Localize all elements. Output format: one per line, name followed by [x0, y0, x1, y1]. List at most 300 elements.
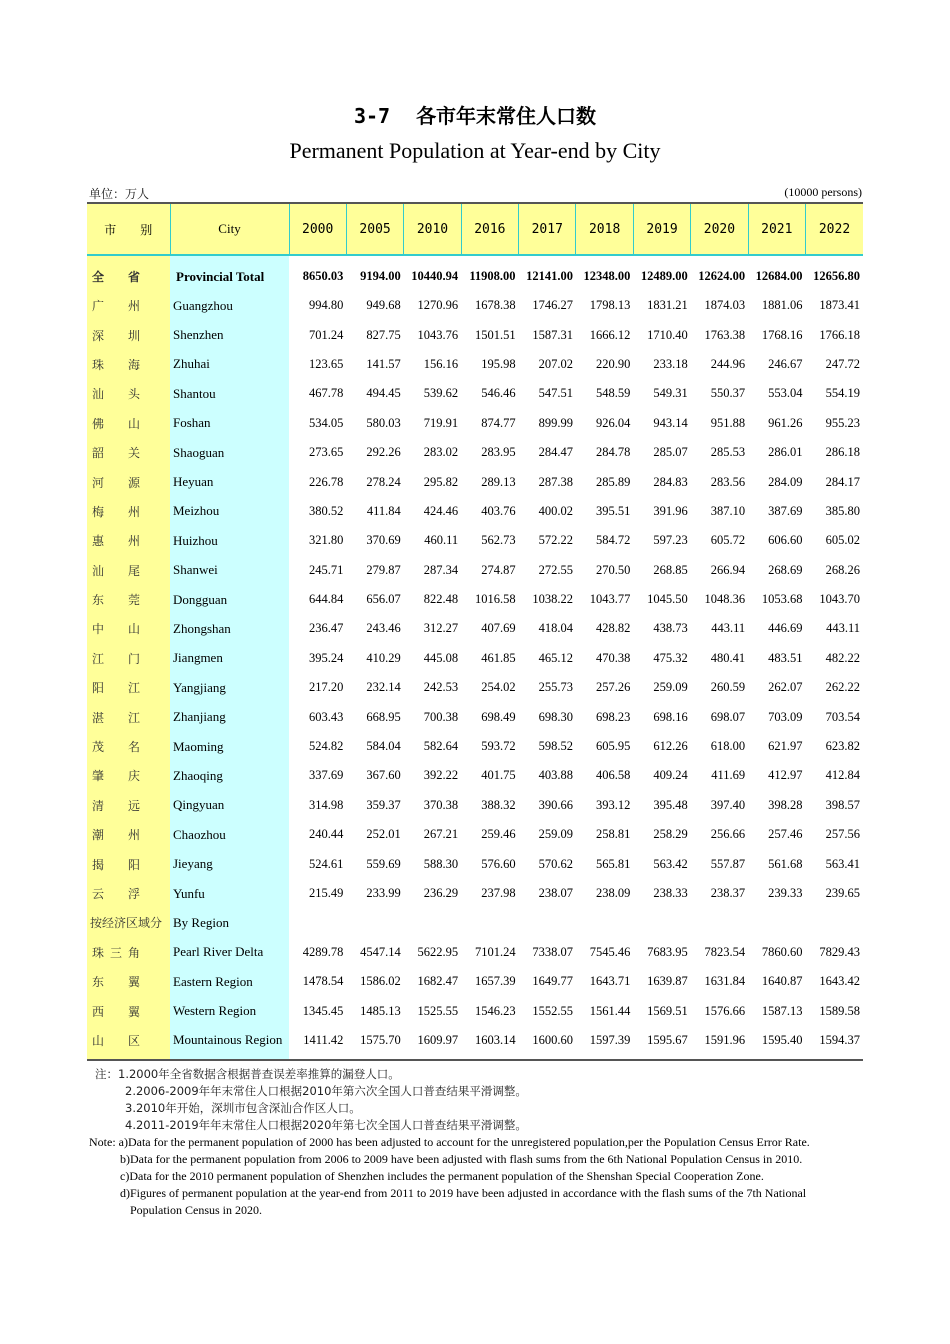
value-cell: 955.23: [825, 415, 860, 430]
row-label-zh: [87, 350, 170, 379]
value-cell: 554.19: [825, 386, 860, 401]
row-label-zh: [87, 673, 170, 702]
value-cell: 412.84: [825, 768, 860, 783]
row-label-city: Huizhou: [170, 526, 289, 555]
value-cell: 392.22: [423, 768, 459, 783]
value-cell: 943.14: [653, 415, 688, 430]
header-year: 2016: [461, 203, 518, 255]
table-row: [87, 791, 863, 820]
table-row: [87, 291, 863, 320]
value-cell: 698.07: [710, 709, 746, 724]
table-row: [87, 556, 863, 585]
row-label-zh-text: [90, 620, 140, 637]
value-cell: 245.71: [309, 562, 344, 577]
value-cell: 284.09: [768, 474, 803, 489]
value-cell: 412.97: [768, 768, 803, 783]
table-row: [87, 438, 863, 467]
value-cell: 445.08: [423, 650, 459, 665]
row-label-zh: [87, 644, 170, 673]
table-row: [87, 644, 863, 673]
value-cell: 240.44: [309, 827, 344, 842]
row-label-zh-char: 清: [92, 798, 105, 813]
value-cell: 5622.95: [417, 944, 459, 959]
unit-en: (10000 persons): [784, 185, 862, 199]
table-row: [87, 820, 863, 849]
value-cell: 949.68: [366, 298, 401, 313]
note-zh-2: 2.2006-2009年年末常住人口根据2010年第六次全国人口普查结果平滑调整。: [125, 1084, 527, 1098]
value-cell: 12656.80: [813, 269, 860, 283]
row-label-zh-char: 州: [127, 299, 140, 314]
row-label-zh-char: 三: [109, 945, 122, 960]
row-label-zh-char: 阳: [127, 857, 140, 872]
value-cell: 285.89: [595, 474, 631, 489]
value-cell: 644.84: [309, 592, 344, 607]
value-cell: 287.34: [423, 562, 459, 577]
value-cell: 283.95: [481, 445, 516, 460]
value-cell: 1589.58: [819, 1003, 860, 1018]
header-year: 2005: [346, 203, 403, 255]
row-label-zh-char: 梅: [92, 504, 105, 519]
note-zh-4: 4.2011-2019年年末常住人口根据2020年第七次全国人口普查结果平滑调整。: [125, 1118, 527, 1132]
value-cell: 239.65: [825, 886, 860, 900]
value-cell: 233.18: [653, 356, 688, 371]
value-cell: 701.24: [309, 327, 344, 342]
row-label-zh-char: 莞: [127, 593, 140, 608]
row-label-zh-text: [90, 650, 140, 667]
value-cell: 9194.00: [360, 269, 401, 283]
value-cell: 255.73: [538, 680, 573, 695]
value-cell: 4289.78: [302, 944, 344, 959]
row-label-city: Shaoguan: [170, 438, 289, 467]
row-label-city: Zhanjiang: [170, 702, 289, 731]
row-label-zh-text: [90, 709, 140, 726]
value-cell: 465.12: [538, 650, 573, 665]
value-cell: 387.69: [768, 503, 803, 518]
header-zh: 市 别: [87, 203, 170, 255]
value-cell: [461, 908, 518, 937]
value-cell: 4547.14: [360, 944, 401, 959]
value-cell: 572.22: [538, 533, 573, 548]
value-cell: 605.72: [710, 533, 746, 548]
header-year: 2021: [748, 203, 805, 255]
value-cell: 1595.67: [633, 1026, 690, 1060]
note-zh-3: 3.2010年开始，深圳市包含深汕合作区人口。: [125, 1101, 361, 1115]
value-cell: 1016.58: [474, 592, 516, 607]
row-label-zh-char: 翼: [127, 975, 140, 990]
value-cell: 1874.03: [704, 298, 746, 313]
value-cell: [576, 908, 633, 937]
row-label-zh: [87, 791, 170, 820]
value-cell: 292.26: [366, 445, 401, 460]
value-cell: 257.26: [595, 680, 631, 695]
value-cell: 1873.41: [819, 298, 860, 313]
value-cell: 285.07: [653, 445, 688, 460]
value-cell: 524.61: [309, 856, 344, 871]
value-cell: 390.66: [538, 797, 573, 812]
value-cell: 388.32: [481, 797, 516, 812]
note-en-b: b)Data for the permanent population from 2006 to 2009 have been adjusted with flash sums from the 6th National Population Census in 2010.: [120, 1152, 803, 1166]
value-cell: 534.05: [309, 415, 344, 430]
value-cell: 994.80: [309, 298, 344, 313]
value-cell: 443.11: [711, 621, 746, 636]
value-cell: 580.03: [366, 415, 401, 430]
value-cell: 1609.97: [404, 1026, 461, 1060]
row-label-zh-char: 浮: [127, 887, 140, 901]
row-label-zh-text: [90, 1003, 140, 1020]
title-zh: 各市年末常住人口数: [416, 104, 597, 128]
value-cell: 562.73: [481, 533, 516, 548]
value-cell: [404, 908, 461, 937]
value-cell: 370.38: [423, 797, 459, 812]
value-cell: 242.53: [423, 680, 459, 695]
value-cell: 612.26: [653, 739, 688, 754]
row-label-zh-text: [90, 385, 140, 402]
row-label-zh-text: [90, 679, 140, 696]
table-row: [87, 938, 863, 967]
row-label-zh-char: 肇: [92, 769, 105, 784]
row-label-zh-char: 茂: [92, 740, 105, 755]
row-label-zh-char: 州: [127, 504, 140, 519]
value-cell: 401.75: [481, 768, 516, 783]
value-cell: 621.97: [768, 739, 803, 754]
value-cell: 603.43: [309, 709, 344, 724]
table-row: [87, 350, 863, 379]
table-row: [87, 526, 863, 555]
value-cell: 262.22: [825, 680, 860, 695]
value-cell: 257.46: [768, 827, 803, 842]
value-cell: 314.98: [309, 797, 344, 812]
row-label-zh-text: [90, 973, 140, 990]
row-label-zh: [87, 255, 170, 291]
row-label-city: Yunfu: [170, 879, 289, 908]
value-cell: 215.49: [309, 886, 344, 900]
table-row: [87, 732, 863, 761]
value-cell: 1597.39: [576, 1026, 633, 1060]
table-row: [87, 967, 863, 996]
value-cell: 387.10: [710, 503, 746, 518]
row-label-city: Meizhou: [170, 497, 289, 526]
table-row: [87, 849, 863, 878]
value-cell: 1631.84: [704, 974, 746, 989]
value-cell: 1485.13: [360, 1003, 401, 1018]
value-cell: 553.04: [768, 386, 803, 401]
row-label-zh-text: [90, 944, 140, 961]
value-cell: 698.23: [595, 709, 631, 724]
value-cell: 283.56: [710, 474, 746, 489]
notes: [89, 1066, 910, 1219]
table-header-row: [87, 203, 863, 255]
row-label-city: Zhongshan: [170, 614, 289, 643]
row-label-zh-text: [90, 738, 140, 755]
row-label-zh: [87, 291, 170, 320]
value-cell: 239.33: [768, 886, 803, 900]
value-cell: 295.82: [423, 474, 459, 489]
value-cell: 428.82: [595, 621, 631, 636]
value-cell: 1586.02: [360, 974, 401, 989]
row-label-zh-char: 西: [92, 1004, 105, 1019]
value-cell: 418.04: [538, 621, 573, 636]
value-cell: 1640.87: [761, 974, 803, 989]
row-label-zh: [87, 556, 170, 585]
value-cell: 1603.14: [461, 1026, 518, 1060]
header-year: 2019: [633, 203, 690, 255]
value-cell: 548.59: [595, 386, 631, 401]
value-cell: 238.33: [653, 886, 688, 900]
row-label-zh-char: 深: [92, 328, 105, 343]
row-label-zh-char: 广: [92, 299, 105, 314]
value-cell: 582.64: [423, 739, 459, 754]
value-cell: 1561.44: [589, 1003, 631, 1018]
unit-zh: 单位：万人: [89, 187, 150, 201]
header-year: 2020: [691, 203, 748, 255]
row-label-zh-char: 州: [127, 828, 140, 843]
value-cell: 283.02: [423, 445, 459, 460]
value-cell: 565.81: [595, 856, 631, 871]
value-cell: 557.87: [710, 856, 746, 871]
value-cell: [289, 908, 346, 937]
row-label-zh-char: 州: [127, 534, 140, 549]
value-cell: 259.09: [538, 827, 573, 842]
row-label-zh: [87, 409, 170, 438]
row-label-zh-text: [90, 474, 140, 491]
row-label-zh-char: 江: [127, 710, 140, 725]
value-cell: 380.52: [309, 503, 344, 518]
value-cell: 268.85: [653, 562, 688, 577]
value-cell: 1587.13: [761, 1003, 803, 1018]
value-cell: 1643.71: [589, 974, 631, 989]
value-cell: 273.65: [309, 445, 344, 460]
value-cell: 409.24: [653, 768, 688, 783]
value-cell: 284.78: [595, 445, 631, 460]
value-cell: 400.02: [538, 503, 573, 518]
value-cell: 393.12: [595, 797, 631, 812]
value-cell: 8650.03: [302, 269, 344, 283]
value-cell: 410.29: [366, 650, 401, 665]
row-label-zh-char: 门: [127, 651, 140, 666]
value-cell: 470.38: [595, 650, 631, 665]
row-label-zh-char: 庆: [127, 769, 140, 784]
value-cell: 446.69: [768, 621, 803, 636]
value-cell: 424.46: [423, 503, 459, 518]
value-cell: 1576.66: [704, 1003, 746, 1018]
value-cell: 1552.55: [532, 1003, 573, 1018]
value-cell: 284.47: [538, 445, 573, 460]
row-label-zh-char: 河: [92, 475, 105, 490]
row-label-zh: [87, 467, 170, 496]
row-label-zh-char: 海: [127, 357, 140, 372]
row-label-zh-char: 韶: [92, 446, 105, 461]
row-label-zh: [87, 702, 170, 731]
row-label-zh: [87, 438, 170, 467]
value-cell: 12624.00: [698, 269, 746, 283]
value-cell: 391.96: [653, 503, 688, 518]
value-cell: 7823.54: [704, 944, 746, 959]
value-cell: 1682.47: [417, 974, 459, 989]
value-cell: 247.72: [825, 356, 860, 371]
row-label-zh: [87, 967, 170, 996]
value-cell: 597.23: [653, 533, 688, 548]
value-cell: 407.69: [481, 621, 516, 636]
value-cell: 1053.68: [761, 592, 803, 607]
row-label-zh: [87, 379, 170, 408]
row-label-zh-char: 汕: [92, 387, 105, 402]
value-cell: 1043.76: [417, 327, 459, 342]
table-row: [87, 996, 863, 1025]
value-cell: 719.91: [423, 415, 459, 430]
table-row: [87, 879, 863, 908]
row-label-city: Zhuhai: [170, 350, 289, 379]
table-row: [87, 497, 863, 526]
value-cell: 312.27: [423, 621, 459, 636]
row-label-zh-text: 按经济区域分: [90, 916, 163, 931]
value-cell: 1270.96: [417, 298, 459, 313]
value-cell: 226.78: [309, 474, 344, 489]
row-label-zh-char: 名: [127, 740, 140, 755]
value-cell: 403.88: [538, 768, 573, 783]
value-cell: 398.57: [825, 797, 860, 812]
table-row: [87, 585, 863, 614]
value-cell: 1595.40: [748, 1026, 805, 1060]
value-cell: 1594.37: [806, 1026, 863, 1060]
value-cell: 287.38: [538, 474, 573, 489]
row-label-zh-text: [90, 532, 140, 549]
value-cell: 278.24: [366, 474, 401, 489]
row-label-zh: [87, 320, 170, 349]
value-cell: 279.87: [366, 562, 401, 577]
value-cell: 238.37: [710, 886, 746, 900]
header-year: 2022: [806, 203, 863, 255]
row-label-zh: [87, 849, 170, 878]
value-cell: 698.16: [653, 709, 688, 724]
header-year: 2017: [519, 203, 576, 255]
value-cell: 236.29: [423, 886, 459, 900]
value-cell: 584.72: [595, 533, 631, 548]
table-row: [87, 614, 863, 643]
value-cell: [806, 908, 863, 937]
note-zh-1: 注：1.2000年全省数据含根据普查误差率推算的漏登人口。: [95, 1067, 400, 1081]
value-cell: 584.04: [366, 739, 401, 754]
value-cell: 233.99: [366, 886, 401, 900]
value-cell: 563.42: [653, 856, 688, 871]
value-cell: 623.82: [825, 739, 860, 754]
value-cell: 461.85: [481, 650, 516, 665]
value-cell: 398.28: [768, 797, 803, 812]
value-cell: 385.80: [825, 503, 860, 518]
value-cell: 1763.38: [704, 327, 746, 342]
value-cell: [346, 908, 403, 937]
row-label-zh-text: [90, 591, 140, 608]
value-cell: 656.07: [366, 592, 401, 607]
row-label-zh-char: 东: [92, 593, 105, 608]
value-cell: 561.68: [768, 856, 803, 871]
row-label-zh-char: 潮: [92, 828, 105, 843]
value-cell: 397.40: [710, 797, 746, 812]
value-cell: 406.58: [595, 768, 631, 783]
row-label-city: Zhaoqing: [170, 761, 289, 790]
value-cell: 827.75: [366, 327, 401, 342]
header-year: 2010: [404, 203, 461, 255]
row-label-city: Foshan: [170, 409, 289, 438]
row-label-city: Maoming: [170, 732, 289, 761]
row-label-city: Chaozhou: [170, 820, 289, 849]
row-label-zh-char: 全: [92, 270, 105, 284]
row-label-zh-text: [90, 356, 140, 373]
value-cell: 1478.54: [302, 974, 344, 989]
row-label-city: Provincial Total: [170, 255, 289, 291]
row-label-zh-text: [90, 826, 140, 843]
value-cell: 1411.42: [289, 1026, 346, 1060]
value-cell: 12141.00: [526, 269, 573, 283]
table-row: [87, 379, 863, 408]
row-label-zh: [87, 526, 170, 555]
value-cell: 270.50: [595, 562, 631, 577]
row-label-city: Guangzhou: [170, 291, 289, 320]
value-cell: 547.51: [538, 386, 573, 401]
table-row: [87, 1026, 863, 1060]
row-label-zh-char: 江: [127, 681, 140, 696]
table-row: [87, 255, 863, 291]
value-cell: 467.78: [309, 386, 344, 401]
value-cell: 220.90: [595, 356, 631, 371]
value-cell: 7829.43: [819, 944, 860, 959]
value-cell: 7101.24: [474, 944, 516, 959]
row-label-zh-text: [90, 562, 140, 579]
value-cell: 618.00: [710, 739, 746, 754]
row-label-zh-char: 区: [127, 1033, 140, 1048]
value-cell: 1798.13: [589, 298, 631, 313]
row-label-zh-char: 珠: [92, 357, 105, 372]
value-cell: 258.29: [653, 827, 688, 842]
title-en: Permanent Population at Year-end by City: [289, 138, 661, 163]
row-label-zh-char: 山: [127, 622, 140, 637]
value-cell: 480.41: [710, 650, 746, 665]
row-label-zh-char: 揭: [92, 857, 105, 872]
value-cell: 1881.06: [761, 298, 803, 313]
value-cell: 237.98: [481, 886, 516, 900]
row-label-city: By Region: [170, 908, 289, 937]
value-cell: 267.21: [423, 827, 459, 842]
value-cell: 337.69: [309, 768, 344, 783]
row-label-zh-text: [90, 856, 140, 873]
value-cell: 259.09: [653, 680, 688, 695]
value-cell: 367.60: [366, 768, 401, 783]
value-cell: 12684.00: [755, 269, 803, 283]
value-cell: 285.53: [710, 445, 746, 460]
value-cell: 217.20: [309, 680, 344, 695]
table-number: 3-7: [353, 104, 391, 128]
value-cell: 321.80: [309, 533, 344, 548]
value-cell: 1766.18: [819, 327, 860, 342]
row-label-zh-char: 云: [92, 887, 105, 901]
value-cell: 1575.70: [346, 1026, 403, 1060]
row-label-city: Qingyuan: [170, 791, 289, 820]
value-cell: 286.01: [768, 445, 803, 460]
value-cell: 1643.42: [819, 974, 860, 989]
row-label-zh-text: [90, 503, 140, 520]
value-cell: 258.81: [595, 827, 631, 842]
row-label-zh-char: 惠: [92, 534, 105, 549]
value-cell: 563.41: [825, 856, 860, 871]
value-cell: 207.02: [538, 356, 573, 371]
value-cell: 141.57: [366, 356, 401, 371]
row-label-zh-char: 佛: [92, 416, 105, 431]
value-cell: 438.73: [653, 621, 688, 636]
value-cell: 482.22: [825, 650, 860, 665]
row-label-zh-char: 珠: [92, 945, 105, 960]
value-cell: 156.16: [423, 356, 459, 371]
value-cell: 899.99: [538, 415, 573, 430]
value-cell: 195.98: [481, 356, 516, 371]
